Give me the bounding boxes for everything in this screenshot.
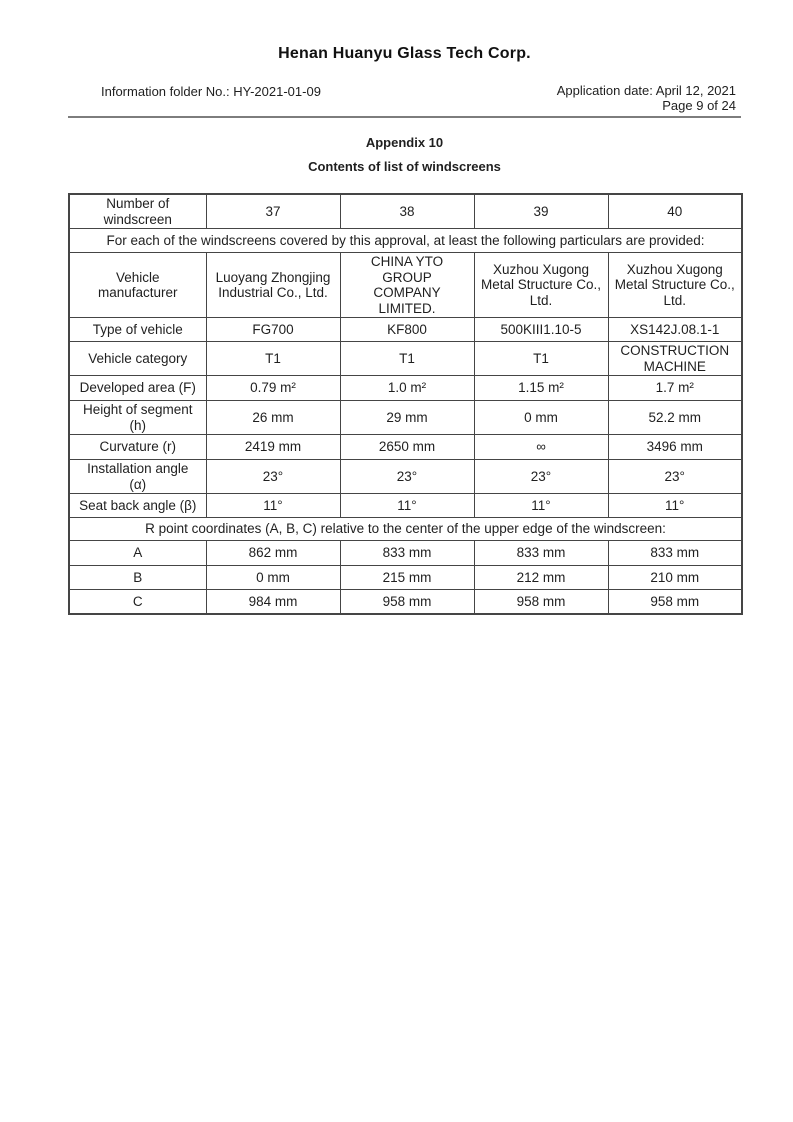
rpoint-b-39: 212 mm xyxy=(474,566,608,590)
vehicle-type-37: FG700 xyxy=(206,318,340,342)
curvature-label: Curvature (r) xyxy=(69,435,206,460)
vehicle-type-40: XS142J.08.1-1 xyxy=(608,318,742,342)
segment-height-37: 26 mm xyxy=(206,401,340,435)
application-date: Application date: April 12, 2021 xyxy=(556,83,736,98)
table-row-seat-back-angle xyxy=(69,494,742,518)
rpoint-c-label: C xyxy=(69,590,206,614)
particulars-note: For each of the windscreens covered by this approval, at least the following particulars are provided: xyxy=(69,229,742,253)
table-row-rpoint-c xyxy=(69,590,742,614)
table-row-rpoint-a xyxy=(69,541,742,566)
table-row-rpoint-b xyxy=(69,566,742,590)
header-meta xyxy=(68,84,741,113)
manufacturer-37 xyxy=(206,253,340,318)
rpoint-a-40: 833 mm xyxy=(608,541,742,566)
installation-angle-37: 23° xyxy=(206,460,340,494)
segment-height-40: 52.2 mm xyxy=(608,401,742,435)
windscreen-number-37: 37 xyxy=(206,194,340,229)
table-row-developed-area xyxy=(69,376,742,401)
company-title: Henan Huanyu Glass Tech Corp. xyxy=(278,45,531,62)
developed-area-40: 1.7 m² xyxy=(608,376,742,401)
table-row-vehicle-type xyxy=(69,318,742,342)
seat-back-angle-37: 11° xyxy=(206,494,340,518)
rpoint-a-39: 833 mm xyxy=(474,541,608,566)
developed-area-37: 0.79 m² xyxy=(206,376,340,401)
rpoint-c-37: 984 mm xyxy=(206,590,340,614)
table-row-manufacturer xyxy=(69,253,742,318)
manufacturer-37-text: Luoyang Zhongjing Industrial Co., Ltd. xyxy=(215,269,331,300)
list-title: Contents of list of windscreens xyxy=(308,159,501,174)
installation-angle-38: 23° xyxy=(340,460,474,494)
windscreen-number-40: 40 xyxy=(608,194,742,229)
vehicle-category-label: Vehicle category xyxy=(69,342,206,376)
segment-height-label-text: Height of segment (h) xyxy=(82,402,193,433)
table-row-note xyxy=(69,229,742,253)
header-meta-right xyxy=(557,84,741,113)
segment-height-label xyxy=(69,401,206,435)
seat-back-angle-40: 11° xyxy=(608,494,742,518)
seat-back-angle-39: 11° xyxy=(474,494,608,518)
installation-angle-40: 23° xyxy=(608,460,742,494)
windscreen-table xyxy=(68,193,743,615)
vehicle-category-37: T1 xyxy=(206,342,340,376)
rpoint-c-38: 958 mm xyxy=(340,590,474,614)
curvature-37: 2419 mm xyxy=(206,435,340,460)
segment-height-38: 29 mm xyxy=(340,401,474,435)
page-content xyxy=(68,45,741,615)
table-row-installation-angle xyxy=(69,460,742,494)
manufacturer-39 xyxy=(474,253,608,318)
table-row-curvature xyxy=(69,435,742,460)
number-of-windscreen-label xyxy=(69,194,206,229)
table-row-number xyxy=(69,194,742,229)
installation-angle-label xyxy=(69,460,206,494)
header-divider xyxy=(68,116,741,118)
rpoint-a-37: 862 mm xyxy=(206,541,340,566)
developed-area-39: 1.15 m² xyxy=(474,376,608,401)
rpoint-b-40: 210 mm xyxy=(608,566,742,590)
rpoint-a-label: A xyxy=(69,541,206,566)
vehicle-category-40: CONSTRUCTION MACHINE xyxy=(608,342,742,376)
manufacturer-39-text: Xuzhou Xugong Metal Structure Co., Ltd. xyxy=(480,261,602,308)
manufacturer-38 xyxy=(340,253,474,318)
appendix-title: Appendix 10 xyxy=(365,135,444,150)
table-row-rpoint-note xyxy=(69,518,742,541)
manufacturer-40 xyxy=(608,253,742,318)
developed-area-38: 1.0 m² xyxy=(340,376,474,401)
installation-angle-label-text: Installation angle (α) xyxy=(87,461,189,492)
seat-back-angle-label: Seat back angle (β) xyxy=(69,494,206,518)
vehicle-type-label: Type of vehicle xyxy=(69,318,206,342)
table-row-vehicle-category xyxy=(69,342,742,376)
info-folder-no: Information folder No.: HY-2021-01-09 xyxy=(101,84,321,99)
manufacturer-label xyxy=(69,253,206,318)
vehicle-category-38: T1 xyxy=(340,342,474,376)
rpoint-c-40: 958 mm xyxy=(608,590,742,614)
manufacturer-40-text: Xuzhou Xugong Metal Structure Co., Ltd. xyxy=(614,261,735,308)
number-of-windscreen-label-text: Number of windscreen xyxy=(103,196,172,227)
rpoint-note: R point coordinates (A, B, C) relative to the center of the upper edge of the windscreen: xyxy=(69,518,742,541)
installation-angle-39: 23° xyxy=(474,460,608,494)
rpoint-a-38: 833 mm xyxy=(340,541,474,566)
vehicle-type-38: KF800 xyxy=(340,318,474,342)
rpoint-b-38: 215 mm xyxy=(340,566,474,590)
curvature-39: ∞ xyxy=(474,435,608,460)
curvature-38: 2650 mm xyxy=(340,435,474,460)
rpoint-c-39: 958 mm xyxy=(474,590,608,614)
table-row-segment-height xyxy=(69,401,742,435)
curvature-40: 3496 mm xyxy=(608,435,742,460)
vehicle-type-39: 500KIII1.10-5 xyxy=(474,318,608,342)
rpoint-b-label: B xyxy=(69,566,206,590)
segment-height-39: 0 mm xyxy=(474,401,608,435)
vehicle-category-39: T1 xyxy=(474,342,608,376)
developed-area-label: Developed area (F) xyxy=(69,376,206,401)
rpoint-b-37: 0 mm xyxy=(206,566,340,590)
seat-back-angle-38: 11° xyxy=(340,494,474,518)
windscreen-number-38: 38 xyxy=(340,194,474,229)
page-number: Page 9 of 24 xyxy=(662,97,736,113)
manufacturer-38-text: CHINA YTO GROUP COMPANY LIMITED. xyxy=(370,254,444,316)
windscreen-number-39: 39 xyxy=(474,194,608,229)
manufacturer-label-text: Vehicle manufacturer xyxy=(97,269,178,300)
